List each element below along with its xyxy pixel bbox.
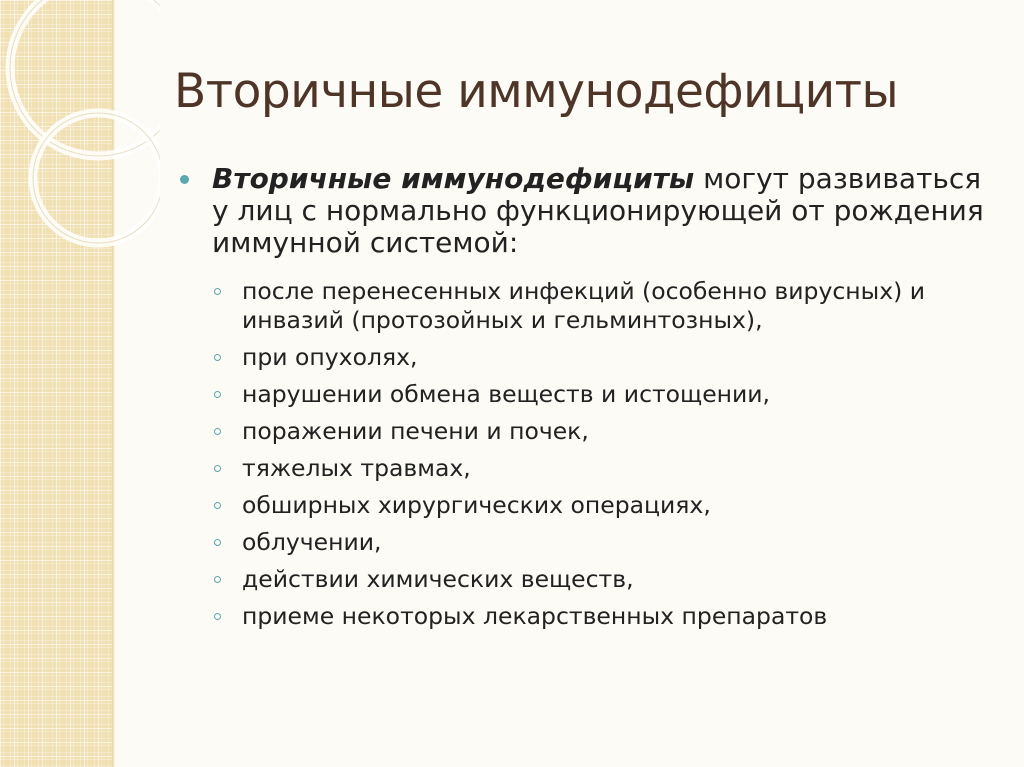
list-item bbox=[212, 491, 1000, 520]
list-item bbox=[212, 565, 1000, 594]
cause-list bbox=[180, 277, 1000, 631]
list-item-text: при опухолях, bbox=[242, 343, 418, 371]
filled-bullet-icon bbox=[180, 175, 189, 184]
lead-term: Вторичные иммунодефициты bbox=[212, 162, 695, 195]
ring-bullet-icon bbox=[214, 354, 221, 361]
ring-bullet-icon bbox=[214, 502, 221, 509]
list-item bbox=[212, 343, 1000, 372]
decorative-side-panel bbox=[0, 0, 112, 767]
ring-bullet-icon bbox=[214, 539, 221, 546]
slide-title: Вторичные иммунодефициты bbox=[174, 64, 899, 119]
slide-body bbox=[180, 163, 1000, 639]
lead-bullet bbox=[180, 163, 1000, 259]
list-item-text: тяжелых травмах, bbox=[242, 454, 471, 482]
list-item-text: действии химических веществ, bbox=[242, 565, 634, 593]
ring-bullet-icon bbox=[214, 465, 221, 472]
list-item-text: нарушении обмена веществ и истощении, bbox=[242, 380, 771, 408]
list-item bbox=[212, 528, 1000, 557]
list-item-text: облучении, bbox=[242, 528, 382, 556]
list-item-text: обширных хирургических операциях, bbox=[242, 491, 711, 519]
ring-bullet-icon bbox=[214, 613, 221, 620]
list-item bbox=[212, 417, 1000, 446]
ring-bullet-icon bbox=[214, 576, 221, 583]
ring-bullet-icon bbox=[214, 428, 221, 435]
list-item bbox=[212, 454, 1000, 483]
ring-bullet-icon bbox=[214, 288, 221, 295]
list-item-text: после перенесенных инфекций (особенно вирусных) и инвазий (протозойных и гельминтозных), bbox=[242, 277, 926, 334]
list-item bbox=[212, 602, 1000, 631]
list-item-text: приеме некоторых лекарственных препаратов bbox=[242, 602, 828, 630]
list-item-text: поражении печени и почек, bbox=[242, 417, 589, 445]
list-item bbox=[212, 277, 1000, 335]
side-panel-edge bbox=[112, 0, 115, 767]
ring-bullet-icon bbox=[214, 391, 221, 398]
list-item bbox=[212, 380, 1000, 409]
lead-text: могут развиваться у лиц с нормально функционирующей от рождения иммунной системой: bbox=[212, 162, 984, 259]
